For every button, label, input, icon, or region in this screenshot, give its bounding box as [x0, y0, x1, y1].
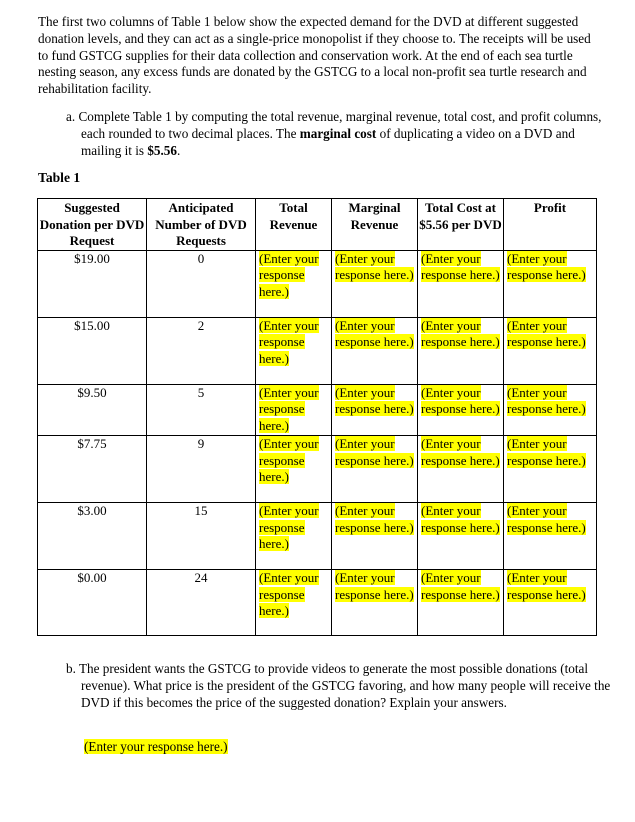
header-anticipated-requests: Anticipated Number of DVD Requests — [147, 199, 256, 251]
question-a-text-middle: of duplicating a video on a DVD and mailing it is — [81, 125, 575, 158]
question-a-bold-value: $5.56 — [147, 142, 177, 158]
total-cost-input[interactable] — [418, 502, 504, 569]
requests-cell: 24 — [147, 569, 256, 635]
total-revenue-input[interactable] — [256, 502, 332, 569]
response-placeholder: (Enter your response here.) — [335, 384, 414, 417]
question-a-bold-term: marginal cost — [299, 125, 377, 141]
question-b — [66, 661, 613, 711]
response-placeholder: (Enter your response here.) — [507, 317, 586, 350]
requests-cell: 15 — [147, 502, 256, 569]
response-placeholder: (Enter your response here.) — [507, 250, 586, 283]
table-row — [38, 569, 597, 635]
table-row — [38, 317, 597, 384]
profit-input[interactable] — [504, 384, 597, 435]
header-profit: Profit — [504, 199, 597, 251]
response-placeholder: (Enter your response here.) — [507, 569, 586, 602]
question-b-text: The president wants the GSTCG to provide videos to generate the most possible donations (total revenue). What price is the president of the GSTCG favoring, and how many people will receive the DVD if this becomes the price of the suggested donation? Explain your answers. — [78, 661, 611, 710]
response-placeholder: (Enter your response here.) — [259, 569, 319, 619]
total-revenue-input[interactable] — [256, 317, 332, 384]
total-revenue-input[interactable] — [256, 435, 332, 502]
header-total-revenue: Total Revenue — [256, 199, 332, 251]
donation-cell: $7.75 — [38, 435, 147, 502]
response-placeholder: (Enter your response here.) — [259, 250, 319, 300]
response-placeholder: (Enter your response here.) — [507, 502, 586, 535]
profit-input[interactable] — [504, 250, 597, 317]
requests-cell: 0 — [147, 250, 256, 317]
table-row — [38, 502, 597, 569]
response-placeholder: (Enter your response here.) — [421, 569, 500, 602]
profit-input[interactable] — [504, 317, 597, 384]
response-placeholder: (Enter your response here.) — [335, 317, 414, 350]
response-placeholder: (Enter your response here.) — [335, 502, 414, 535]
question-a-label: a. — [66, 109, 76, 124]
marginal-revenue-input[interactable] — [332, 435, 418, 502]
response-placeholder: (Enter your response here.) — [335, 569, 414, 602]
donation-cell: $19.00 — [38, 250, 147, 317]
donation-cell: $0.00 — [38, 569, 147, 635]
total-cost-input[interactable] — [418, 384, 504, 435]
question-a-text-before: Complete Table 1 by computing the total revenue, marginal revenue, total cost, and profit columns, each rounded to two decimal places. The — [78, 109, 602, 141]
response-placeholder: (Enter your response here.) — [507, 384, 586, 417]
table-row — [38, 250, 597, 317]
response-placeholder: (Enter your response here.) — [421, 317, 500, 350]
donation-cell: $3.00 — [38, 502, 147, 569]
marginal-revenue-input[interactable] — [332, 250, 418, 317]
marginal-revenue-input[interactable] — [332, 569, 418, 635]
marginal-revenue-input[interactable] — [332, 317, 418, 384]
total-cost-input[interactable] — [418, 569, 504, 635]
response-placeholder: (Enter your response here.) — [421, 250, 500, 283]
question-b-response-input[interactable] — [84, 739, 228, 756]
requests-cell: 2 — [147, 317, 256, 384]
table-title: Table 1 — [38, 170, 81, 185]
question-a — [66, 109, 613, 159]
response-placeholder: (Enter your response here.) — [507, 435, 586, 468]
intro-paragraph: The first two columns of Table 1 below show the expected demand for the DVD at different suggested donation levels, and they can act as a single-price monopolist if they choose to. The receipts will be used to fund GSTCG supplies for their data collection and conservation work. At the end of each sea turtle nesting season, any excess funds are donated by the GSTCG to a local non-profit sea turtle research and rehabilitation facility. — [38, 14, 591, 97]
response-placeholder: (Enter your response here.) — [421, 384, 500, 417]
question-b-label: b. — [66, 661, 76, 676]
total-revenue-input[interactable] — [256, 384, 332, 435]
response-placeholder: (Enter your response here.) — [335, 435, 414, 468]
question-a-text-end: . — [176, 142, 181, 158]
table-header-row — [38, 199, 597, 251]
response-placeholder: (Enter your response here.) — [421, 502, 500, 535]
profit-input[interactable] — [504, 502, 597, 569]
response-placeholder: (Enter your response here.) — [335, 250, 414, 283]
table-row — [38, 435, 597, 502]
header-marginal-revenue: Marginal Revenue — [332, 199, 418, 251]
total-revenue-input[interactable] — [256, 250, 332, 317]
response-placeholder: (Enter your response here.) — [84, 739, 228, 754]
response-placeholder: (Enter your response here.) — [259, 502, 319, 552]
marginal-revenue-input[interactable] — [332, 502, 418, 569]
total-cost-input[interactable] — [418, 435, 504, 502]
donation-cell: $15.00 — [38, 317, 147, 384]
requests-cell: 5 — [147, 384, 256, 435]
response-placeholder: (Enter your response here.) — [259, 384, 319, 434]
donation-cell: $9.50 — [38, 384, 147, 435]
total-cost-input[interactable] — [418, 250, 504, 317]
header-suggested-donation: Suggested Donation per DVD Request — [38, 199, 147, 251]
demand-table — [37, 198, 597, 636]
table-row — [38, 384, 597, 435]
profit-input[interactable] — [504, 435, 597, 502]
marginal-revenue-input[interactable] — [332, 384, 418, 435]
response-placeholder: (Enter your response here.) — [259, 317, 319, 367]
requests-cell: 9 — [147, 435, 256, 502]
profit-input[interactable] — [504, 569, 597, 635]
header-total-cost: Total Cost at $5.56 per DVD — [418, 199, 504, 251]
response-placeholder: (Enter your response here.) — [259, 435, 319, 485]
response-placeholder: (Enter your response here.) — [421, 435, 500, 468]
total-cost-input[interactable] — [418, 317, 504, 384]
total-revenue-input[interactable] — [256, 569, 332, 635]
